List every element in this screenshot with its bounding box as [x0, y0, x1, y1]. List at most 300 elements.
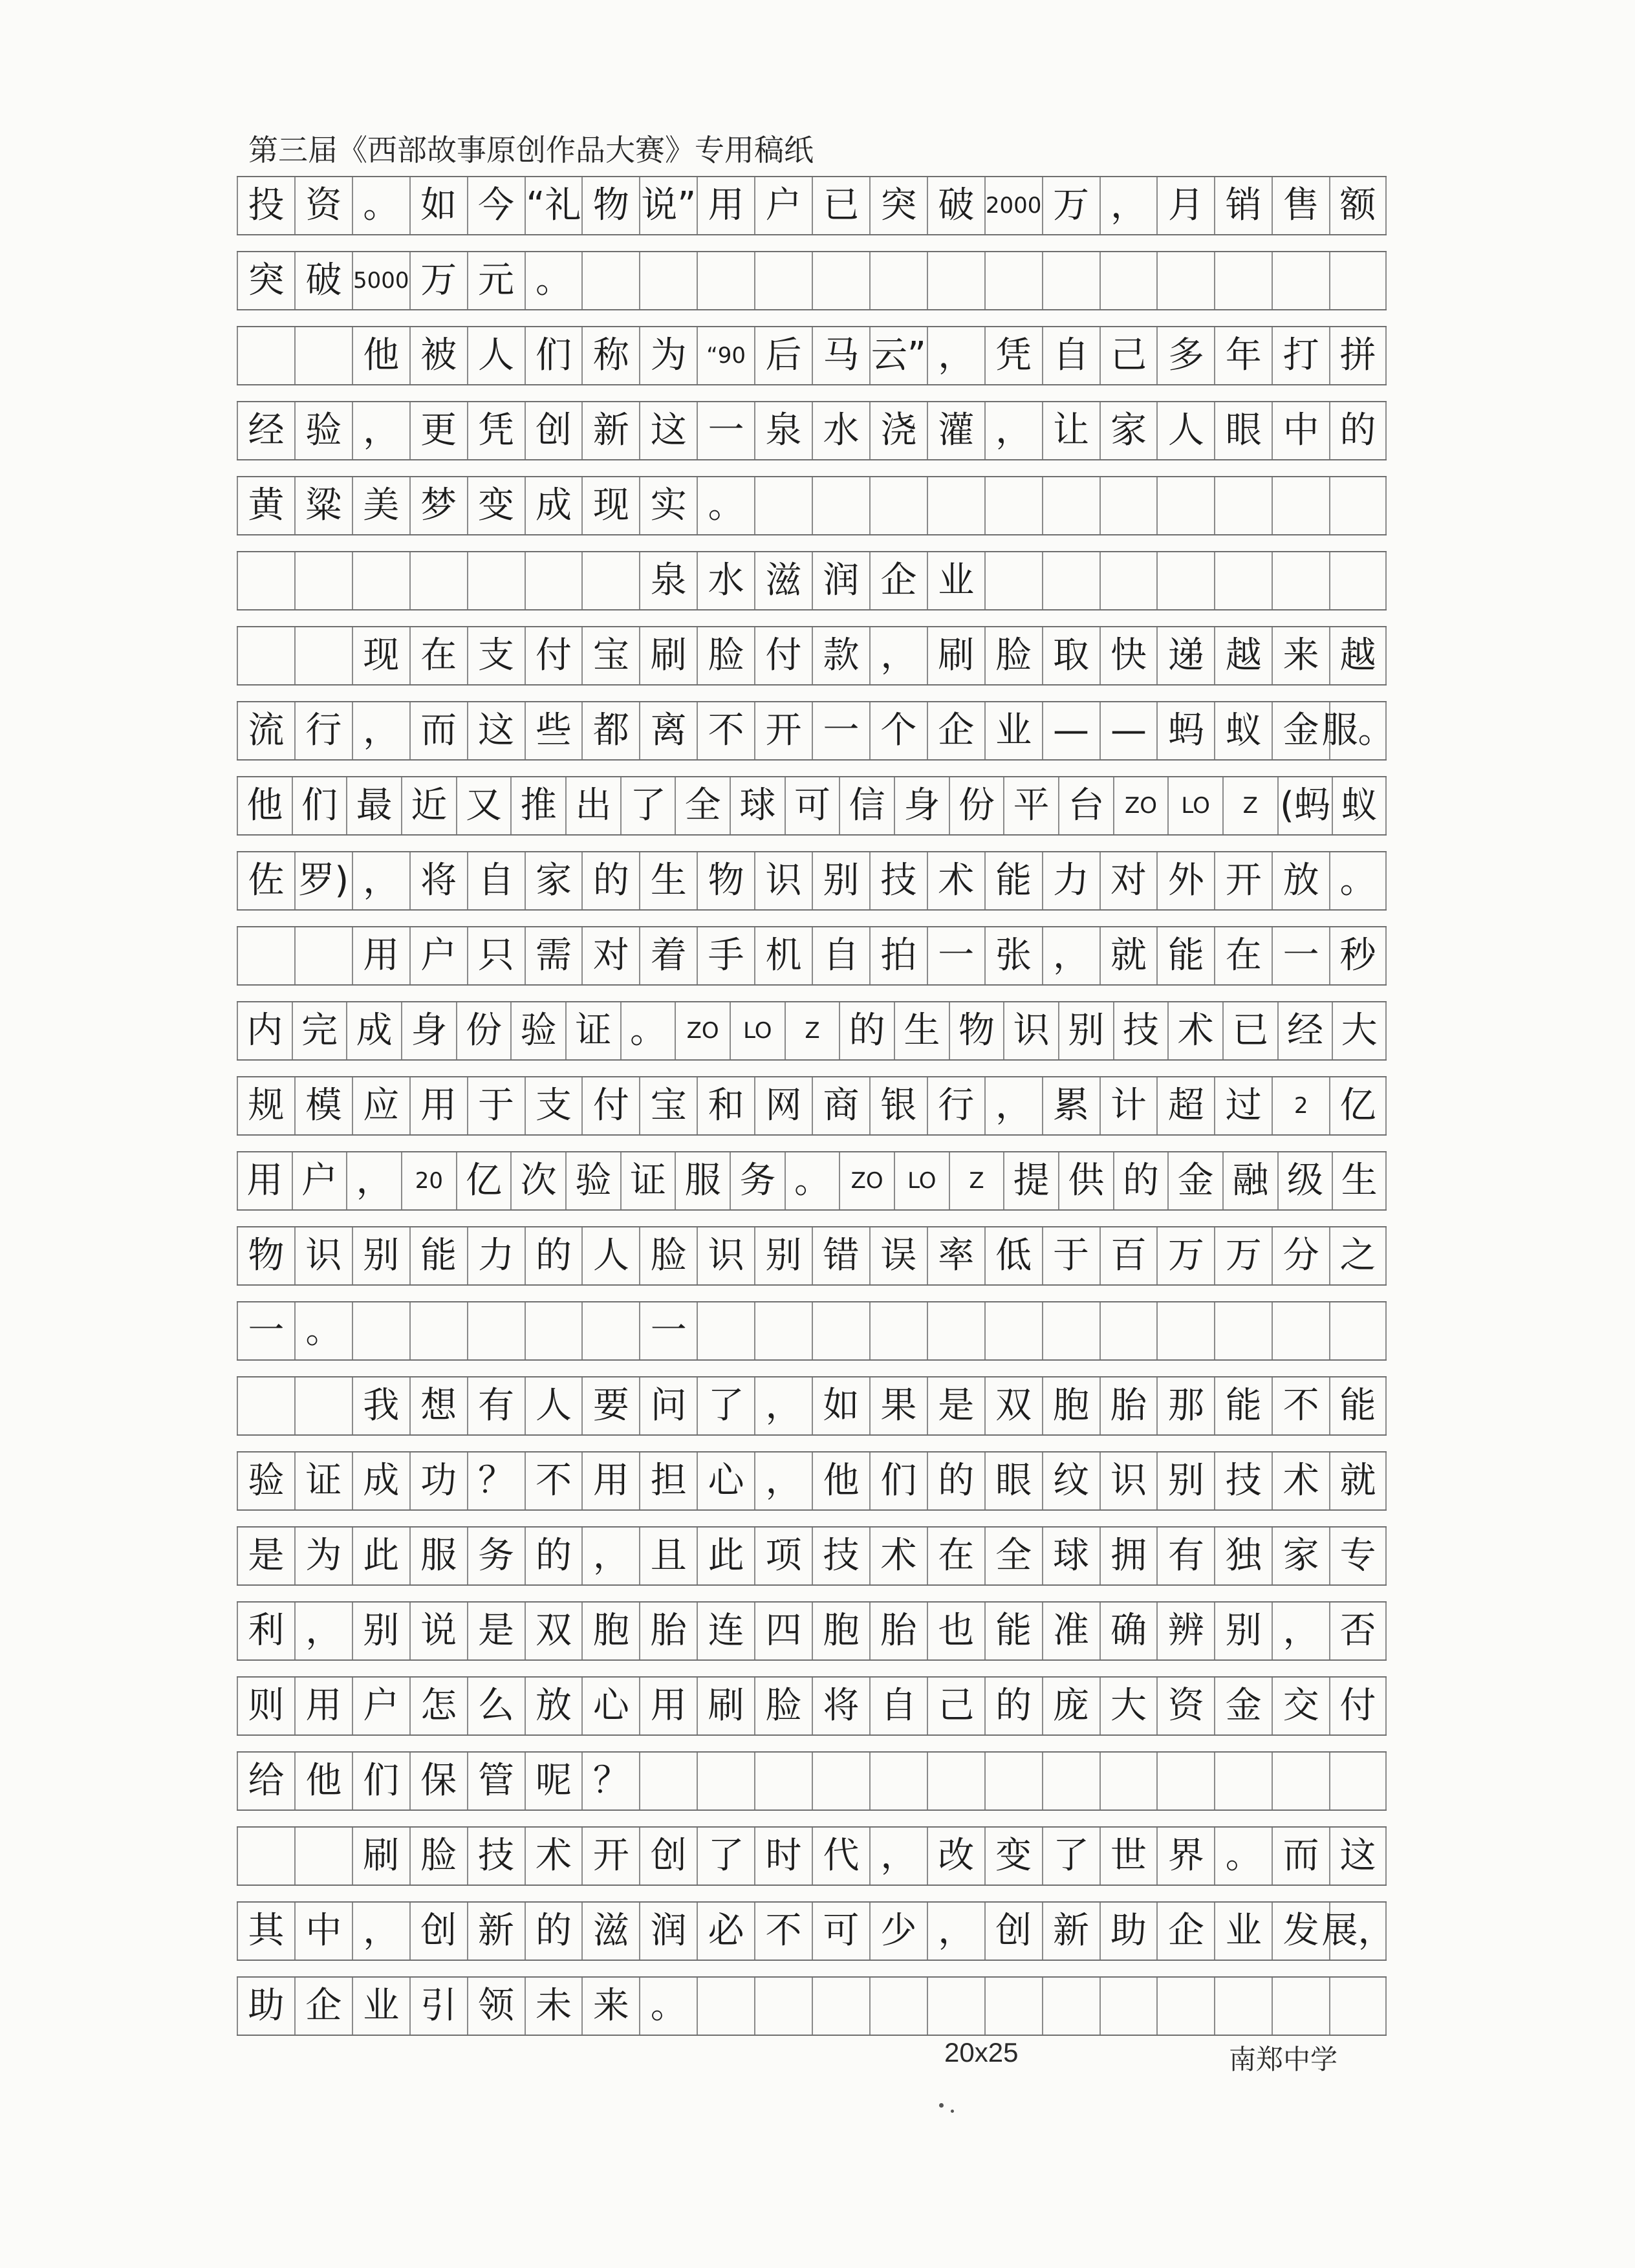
- grid-cell: 辨: [1156, 1603, 1214, 1659]
- grid-cell: 物: [949, 1002, 1004, 1059]
- grid-cell: 而: [1272, 1828, 1329, 1885]
- grid-cell: 这: [639, 402, 697, 459]
- grid-cell: 次: [510, 1152, 565, 1209]
- grid-cell: 5000: [352, 252, 409, 309]
- grid-cell: [639, 1753, 697, 1809]
- grid-cell: [984, 1978, 1042, 2035]
- grid-cell: 的: [1113, 1152, 1168, 1209]
- grid-cell: 自: [467, 852, 525, 909]
- grid-cell: ，: [927, 1903, 984, 1960]
- grid-cell: [754, 1302, 812, 1359]
- grid-cell: 想: [409, 1377, 467, 1434]
- grid-row: [237, 776, 1387, 836]
- grid-cell: 万: [1042, 177, 1099, 234]
- grid-cell: 成: [346, 1002, 401, 1059]
- grid-cell: [1214, 1302, 1272, 1359]
- grid-cell: [237, 327, 294, 384]
- grid-cell: 越: [1329, 627, 1387, 684]
- grid-cell: 纹: [1042, 1453, 1099, 1509]
- grid-cell: 成: [352, 1453, 409, 1509]
- grid-cell: 今: [467, 177, 525, 234]
- grid-cell: 级: [1277, 1152, 1332, 1209]
- grid-cell: [1329, 1978, 1387, 2035]
- grid-cell: [294, 927, 352, 984]
- grid-cell: 递: [1156, 627, 1214, 684]
- grid-cell: [237, 1828, 294, 1885]
- grid-cell: 生: [1332, 1152, 1387, 1209]
- grid-cell: Z: [949, 1152, 1004, 1209]
- grid-cell: 功: [409, 1453, 467, 1509]
- grid-cell: LO: [894, 1152, 949, 1209]
- sheet-header: 第三届《西部故事原创作品大赛》专用稿纸: [248, 133, 814, 167]
- grid-cell: [812, 1302, 869, 1359]
- grid-cell: 称: [581, 327, 639, 384]
- grid-cell: 润: [812, 552, 869, 609]
- grid-cell: [869, 1753, 927, 1809]
- grid-cell: 分: [1272, 1227, 1329, 1284]
- grid-row: [237, 1976, 1387, 2036]
- grid-cell: 的: [525, 1528, 582, 1584]
- grid-row: [237, 926, 1387, 986]
- grid-cell: 他: [237, 777, 292, 834]
- grid-cell: 验: [237, 1453, 294, 1509]
- grid-cell: 自: [869, 1678, 927, 1734]
- grid-cell: 有: [467, 1377, 525, 1434]
- grid-cell: [1042, 1302, 1099, 1359]
- grid-cell: 错: [812, 1227, 869, 1284]
- grid-cell: [525, 552, 582, 609]
- grid-cell: 就: [1099, 927, 1157, 984]
- grid-cell: 时: [754, 1828, 812, 1885]
- grid-cell: 供: [1058, 1152, 1113, 1209]
- grid-cell: 生: [894, 1002, 949, 1059]
- grid-cell: 凭: [467, 402, 525, 459]
- grid-cell: 服: [409, 1528, 467, 1584]
- grid-cell: [467, 1302, 525, 1359]
- grid-cell: 宝: [639, 1077, 697, 1134]
- grid-cell: 别: [754, 1227, 812, 1284]
- grid-cell: 售: [1272, 177, 1329, 234]
- grid-cell: [812, 1978, 869, 2035]
- grid-cell: 销: [1214, 177, 1272, 234]
- grid-cell: 能: [1329, 1377, 1387, 1434]
- grid-cell: 梦: [409, 477, 467, 534]
- grid-cell: ，: [581, 1528, 639, 1584]
- grid-cell: 金: [1272, 702, 1329, 759]
- grid-cell: 了: [697, 1828, 754, 1885]
- grid-size-label: 20x25: [944, 2037, 1019, 2068]
- grid-cell: 润: [639, 1903, 697, 1960]
- grid-cell: [581, 1302, 639, 1359]
- grid-row: [237, 851, 1387, 911]
- grid-cell: 浇: [869, 402, 927, 459]
- grid-cell: 平: [1003, 777, 1058, 834]
- grid-cell: 张: [984, 927, 1042, 984]
- grid-cell: 美: [352, 477, 409, 534]
- grid-cell: [237, 1377, 294, 1434]
- grid-cell: 都: [581, 702, 639, 759]
- grid-cell: 。: [639, 1978, 697, 2035]
- grid-cell: 蚂: [1156, 702, 1214, 759]
- grid-cell: [1042, 552, 1099, 609]
- grid-cell: 怎: [409, 1678, 467, 1734]
- grid-cell: 能: [984, 1603, 1042, 1659]
- grid-cell: 泉: [639, 552, 697, 609]
- grid-cell: 生: [639, 852, 697, 909]
- grid-cell: [869, 1302, 927, 1359]
- grid-row: [237, 551, 1387, 610]
- grid-cell: [1156, 1302, 1214, 1359]
- grid-cell: 手: [697, 927, 754, 984]
- grid-cell: 且: [639, 1528, 697, 1584]
- grid-cell: 。: [294, 1302, 352, 1359]
- grid-row: [237, 401, 1387, 460]
- grid-cell: [237, 627, 294, 684]
- grid-cell: 行: [927, 1077, 984, 1134]
- grid-cell: 世: [1099, 1828, 1157, 1885]
- grid-row: [237, 1001, 1387, 1061]
- grid-cell: [697, 1978, 754, 2035]
- grid-row: [237, 1151, 1387, 1211]
- grid-cell: [1329, 1302, 1387, 1359]
- grid-cell: 秒: [1329, 927, 1387, 984]
- grid-cell: 识: [294, 1227, 352, 1284]
- grid-cell: 一: [1272, 927, 1329, 984]
- grid-cell: ，: [352, 702, 409, 759]
- grid-cell: 亿: [456, 1152, 511, 1209]
- grid-cell: 20: [401, 1152, 456, 1209]
- grid-cell: [697, 252, 754, 309]
- grid-cell: 为: [639, 327, 697, 384]
- grid-cell: 融: [1222, 1152, 1277, 1209]
- grid-cell: ，: [1099, 177, 1157, 234]
- grid-cell: 计: [1099, 1077, 1157, 1134]
- grid-cell: 么: [467, 1678, 525, 1734]
- grid-cell: 脸: [409, 1828, 467, 1885]
- grid-cell: [927, 1753, 984, 1809]
- grid-cell: [869, 477, 927, 534]
- grid-cell: 支: [525, 1077, 582, 1134]
- grid-cell: 独: [1214, 1528, 1272, 1584]
- grid-cell: 而: [409, 702, 467, 759]
- grid-cell: 是: [237, 1528, 294, 1584]
- grid-cell: [1214, 552, 1272, 609]
- grid-cell: [581, 552, 639, 609]
- grid-cell: 胞: [581, 1603, 639, 1659]
- grid-cell: 些: [525, 702, 582, 759]
- grid-cell: [754, 1978, 812, 2035]
- grid-cell: 拍: [869, 927, 927, 984]
- grid-cell: 展，: [1329, 1903, 1387, 1960]
- grid-cell: [409, 552, 467, 609]
- grid-cell: 在: [409, 627, 467, 684]
- grid-cell: 验: [294, 402, 352, 459]
- grid-cell: 放: [1272, 852, 1329, 909]
- grid-cell: 机: [754, 927, 812, 984]
- grid-cell: 胎: [869, 1603, 927, 1659]
- grid-cell: 他: [352, 327, 409, 384]
- grid-cell: 经: [237, 402, 294, 459]
- grid-cell: 术: [869, 1528, 927, 1584]
- grid-cell: 们: [525, 327, 582, 384]
- grid-cell: ？: [581, 1753, 639, 1809]
- grid-cell: [294, 627, 352, 684]
- grid-cell: [1272, 1753, 1329, 1809]
- grid-cell: 付: [754, 627, 812, 684]
- grid-cell: 胞: [1042, 1377, 1099, 1434]
- grid-cell: [1156, 552, 1214, 609]
- grid-cell: 份: [949, 777, 1004, 834]
- grid-cell: 泉: [754, 402, 812, 459]
- grid-cell: Z: [1222, 777, 1277, 834]
- grid-cell: [984, 552, 1042, 609]
- grid-cell: 网: [754, 1077, 812, 1134]
- grid-cell: 球: [1042, 1528, 1099, 1584]
- grid-cell: 庞: [1042, 1678, 1099, 1734]
- grid-cell: 利: [237, 1603, 294, 1659]
- grid-cell: 支: [467, 627, 525, 684]
- grid-row: [237, 1526, 1387, 1586]
- grid-cell: 金: [1214, 1678, 1272, 1734]
- grid-cell: [1156, 1978, 1214, 2035]
- grid-cell: 一: [812, 702, 869, 759]
- grid-cell: 突: [869, 177, 927, 234]
- grid-cell: 台: [1058, 777, 1113, 834]
- grid-cell: 为: [294, 1528, 352, 1584]
- grid-cell: 变: [984, 1828, 1042, 1885]
- grid-cell: [1099, 1978, 1157, 2035]
- grid-cell: 确: [1099, 1603, 1157, 1659]
- grid-cell: [1099, 1302, 1157, 1359]
- grid-cell: 此: [697, 1528, 754, 1584]
- grid-cell: 户: [409, 927, 467, 984]
- grid-cell: 投: [237, 177, 294, 234]
- grid-cell: 了: [620, 777, 675, 834]
- grid-cell: ZO: [1113, 777, 1168, 834]
- grid-cell: 球: [730, 777, 785, 834]
- grid-cell: 已: [1222, 1002, 1277, 1059]
- grid-cell: 变: [467, 477, 525, 534]
- grid-cell: 发: [1272, 1903, 1329, 1960]
- grid-cell: [294, 1828, 352, 1885]
- grid-cell: [525, 1302, 582, 1359]
- grid-cell: “90: [697, 327, 754, 384]
- grid-cell: [1272, 252, 1329, 309]
- grid-cell: [1042, 477, 1099, 534]
- grid-cell: 万: [1156, 1227, 1214, 1284]
- grid-cell: 被: [409, 327, 467, 384]
- grid-cell: 。: [620, 1002, 675, 1059]
- grid-cell: [1214, 1753, 1272, 1809]
- grid-cell: 别: [1214, 1603, 1272, 1659]
- grid-cell: 用: [294, 1678, 352, 1734]
- grid-cell: 人: [525, 1377, 582, 1434]
- grid-cell: 的: [927, 1453, 984, 1509]
- grid-cell: 。: [785, 1152, 839, 1209]
- grid-cell: ，: [984, 1077, 1042, 1134]
- grid-cell: 企: [294, 1978, 352, 2035]
- grid-cell: [352, 552, 409, 609]
- grid-cell: 这: [467, 702, 525, 759]
- grid-cell: [812, 252, 869, 309]
- grid-cell: [1099, 1753, 1157, 1809]
- grid-cell: [1214, 477, 1272, 534]
- grid-cell: 打: [1272, 327, 1329, 384]
- grid-cell: 户: [292, 1152, 347, 1209]
- grid-cell: 胎: [1099, 1377, 1157, 1434]
- grid-cell: 则: [237, 1678, 294, 1734]
- grid-cell: 少: [869, 1903, 927, 1960]
- grid-cell: ，: [869, 627, 927, 684]
- grid-cell: 和: [697, 1077, 754, 1134]
- grid-cell: 破: [294, 252, 352, 309]
- grid-cell: 开: [1214, 852, 1272, 909]
- grid-cell: 不: [697, 702, 754, 759]
- grid-cell: 应: [352, 1077, 409, 1134]
- grid-cell: [1272, 552, 1329, 609]
- grid-cell: [984, 477, 1042, 534]
- grid-cell: 别: [812, 852, 869, 909]
- grid-cell: 给: [237, 1753, 294, 1809]
- grid-cell: 脸: [754, 1678, 812, 1734]
- grid-cell: —: [1099, 702, 1157, 759]
- grid-cell: 身: [894, 777, 949, 834]
- grid-cell: [1329, 552, 1387, 609]
- grid-cell: 如: [812, 1377, 869, 1434]
- grid-cell: 其: [237, 1903, 294, 1960]
- grid-cell: [984, 1753, 1042, 1809]
- grid-cell: 。: [352, 177, 409, 234]
- grid-row: [237, 1376, 1387, 1436]
- grid-row: [237, 626, 1387, 686]
- grid-cell: 术: [1167, 1002, 1222, 1059]
- grid-cell: 物: [581, 177, 639, 234]
- grid-cell: 中: [1272, 402, 1329, 459]
- grid-cell: 越: [1214, 627, 1272, 684]
- grid-cell: 刷: [697, 1678, 754, 1734]
- grid-cell: 家: [525, 852, 582, 909]
- grid-cell: [467, 552, 525, 609]
- grid-cell: LO: [730, 1002, 785, 1059]
- grid-cell: 付: [581, 1077, 639, 1134]
- grid-cell: 领: [467, 1978, 525, 2035]
- grid-cell: 家: [1099, 402, 1157, 459]
- grid-cell: [1156, 477, 1214, 534]
- grid-cell: 多: [1156, 327, 1214, 384]
- grid-cell: 最: [346, 777, 401, 834]
- grid-cell: 误: [869, 1227, 927, 1284]
- grid-cell: 服: [675, 1152, 730, 1209]
- grid-cell: [927, 252, 984, 309]
- grid-cell: 助: [1099, 1903, 1157, 1960]
- grid-cell: 付: [1329, 1678, 1387, 1734]
- grid-cell: 这: [1329, 1828, 1387, 1885]
- grid-cell: 业: [1214, 1903, 1272, 1960]
- grid-cell: 只: [467, 927, 525, 984]
- grid-cell: 现: [352, 627, 409, 684]
- grid-cell: 元: [467, 252, 525, 309]
- grid-cell: 己: [1099, 327, 1157, 384]
- grid-cell: 能: [984, 852, 1042, 909]
- grid-row: [237, 1601, 1387, 1661]
- grid-cell: [1042, 1978, 1099, 2035]
- grid-cell: 用: [697, 177, 754, 234]
- grid-cell: [697, 1753, 754, 1809]
- grid-cell: 引: [409, 1978, 467, 2035]
- grid-cell: ，: [1042, 927, 1099, 984]
- grid-cell: 创: [984, 1903, 1042, 1960]
- grid-cell: [754, 477, 812, 534]
- grid-cell: 水: [812, 402, 869, 459]
- grid-cell: [1042, 252, 1099, 309]
- grid-cell: [1156, 252, 1214, 309]
- grid-cell: 改: [927, 1828, 984, 1885]
- grid-cell: [1099, 552, 1157, 609]
- grid-cell: 模: [294, 1077, 352, 1134]
- grid-cell: 月: [1156, 177, 1214, 234]
- grid-cell: 实: [639, 477, 697, 534]
- grid-cell: [1099, 477, 1157, 534]
- grid-cell: 于: [467, 1077, 525, 1134]
- grid-cell: 大: [1332, 1002, 1387, 1059]
- grid-cell: 否: [1329, 1603, 1387, 1659]
- grid-cell: [1272, 1978, 1329, 2035]
- grid-row: [237, 1676, 1387, 1736]
- grid-cell: 行: [294, 702, 352, 759]
- grid-cell: 银: [869, 1077, 927, 1134]
- grid-cell: 此: [352, 1528, 409, 1584]
- grid-cell: 拥: [1099, 1528, 1157, 1584]
- grid-cell: 水: [697, 552, 754, 609]
- grid-cell: 识: [1099, 1453, 1157, 1509]
- grid-row: [237, 1901, 1394, 1961]
- grid-cell: 着: [639, 927, 697, 984]
- grid-cell: 离: [639, 702, 697, 759]
- grid-cell: 人: [1156, 402, 1214, 459]
- grid-cell: [927, 1978, 984, 2035]
- grid-cell: 他: [294, 1753, 352, 1809]
- grid-cell: 能: [1214, 1377, 1272, 1434]
- grid-cell: 将: [812, 1678, 869, 1734]
- grid-cell: 脸: [639, 1227, 697, 1284]
- grid-cell: 破: [927, 177, 984, 234]
- grid-cell: 胎: [639, 1603, 697, 1659]
- grid-cell: 新: [1042, 1903, 1099, 1960]
- grid-cell: 之: [1329, 1227, 1387, 1284]
- grid-cell: [697, 1302, 754, 1359]
- grid-cell: 用: [352, 927, 409, 984]
- grid-cell: 连: [697, 1603, 754, 1659]
- grid-cell: 云”: [869, 327, 927, 384]
- grid-cell: ，: [869, 1828, 927, 1885]
- grid-cell: 户: [754, 177, 812, 234]
- grid-cell: 一: [697, 402, 754, 459]
- grid-cell: 服。: [1329, 702, 1387, 759]
- grid-cell: [1214, 1978, 1272, 2035]
- grid-cell: [1272, 477, 1329, 534]
- grid-cell: 的: [839, 1002, 894, 1059]
- grid-cell: 他: [812, 1453, 869, 1509]
- grid-cell: [1272, 1302, 1329, 1359]
- grid-cell: 用: [639, 1678, 697, 1734]
- grid-cell: 必: [697, 1903, 754, 1960]
- grid-cell: 家: [1272, 1528, 1329, 1584]
- grid-cell: 佐: [237, 852, 294, 909]
- grid-cell: 完: [292, 1002, 347, 1059]
- grid-cell: 黄: [237, 477, 294, 534]
- grid-cell: 拼: [1329, 327, 1387, 384]
- grid-cell: [1329, 1753, 1387, 1809]
